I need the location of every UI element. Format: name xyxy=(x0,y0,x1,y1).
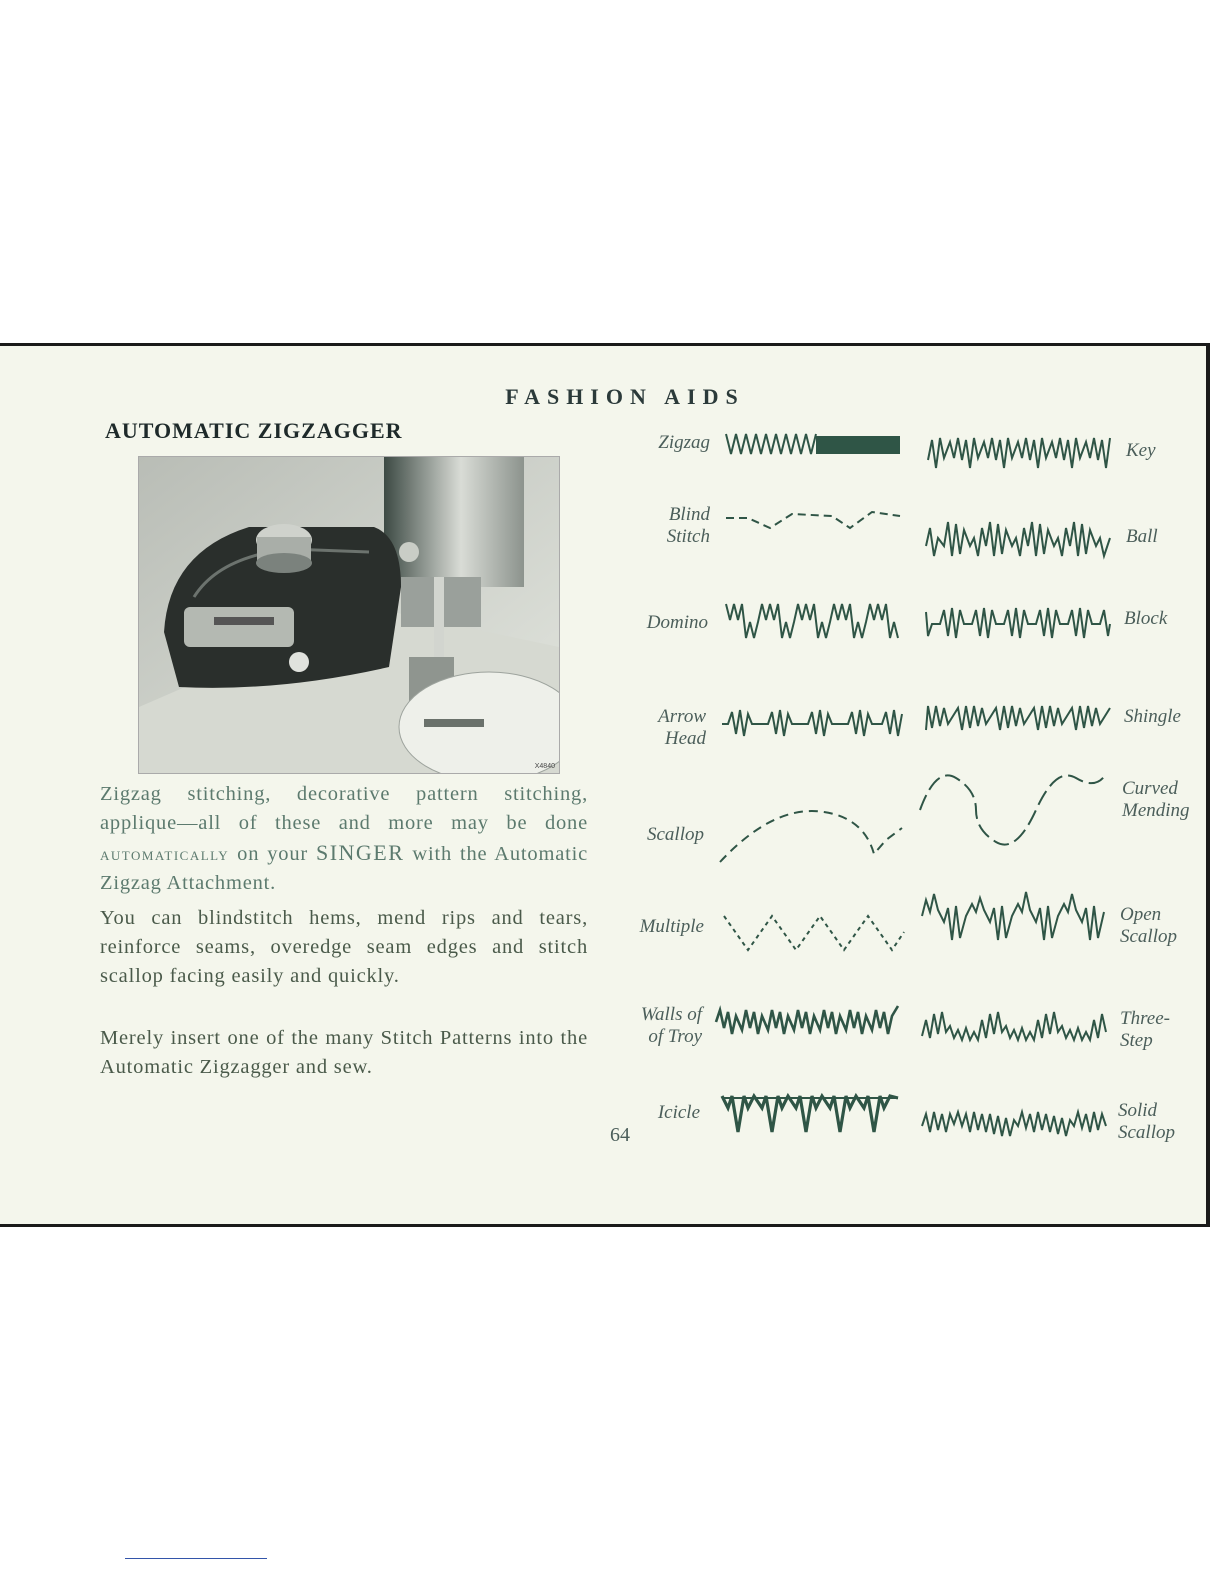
ball-pattern-icon xyxy=(924,516,1114,560)
block-pattern-icon xyxy=(924,600,1114,644)
zigzag-pattern-icon xyxy=(722,426,904,462)
arrow-head-pattern-icon xyxy=(722,702,904,742)
intro-text-e: with the Automatic Zigzag Attachment. xyxy=(100,843,589,894)
stitch-label-walls-of-troy: Walls of of Troy xyxy=(640,1004,702,1047)
three-step-pattern-icon xyxy=(920,1006,1110,1046)
scallop-pattern-icon xyxy=(714,796,904,866)
stitch-label-scallop: Scallop xyxy=(647,824,704,845)
stitch-label-three-step: Three- Step xyxy=(1120,1008,1170,1051)
intro-text-singer: SINGER xyxy=(315,840,405,865)
shingle-pattern-icon xyxy=(924,700,1114,740)
zigzagger-photo xyxy=(138,456,560,774)
section-title: AUTOMATIC ZIGZAGGER xyxy=(105,418,403,443)
paragraph-intro xyxy=(100,780,588,898)
multiple-pattern-icon xyxy=(722,906,908,956)
stitch-label-arrow-head: Arrow Head xyxy=(658,706,706,749)
intro-text-c: on your xyxy=(229,843,316,865)
photo-code: X4840 xyxy=(534,763,555,770)
blind-stitch-pattern-icon xyxy=(722,500,904,536)
solid-scallop-pattern-icon xyxy=(920,1102,1110,1142)
sewing-machine-illustration xyxy=(139,457,559,773)
domino-pattern-icon xyxy=(722,598,904,642)
stitch-label-ball: Ball xyxy=(1126,526,1158,547)
curved-mending-pattern-icon xyxy=(916,770,1112,850)
walls-of-troy-pattern-icon xyxy=(714,1000,904,1044)
icicle-pattern-icon xyxy=(718,1092,904,1138)
stitch-label-shingle: Shingle xyxy=(1124,706,1181,727)
stitch-label-zigzag: Zigzag xyxy=(658,432,710,453)
footer-rule xyxy=(125,1558,267,1559)
stitch-label-blind-stitch: Blind Stitch xyxy=(666,504,710,547)
stitch-label-multiple: Multiple xyxy=(639,916,704,937)
page-number: 64 xyxy=(610,1124,630,1146)
stitch-label-icicle: Icicle xyxy=(657,1102,700,1123)
page-title: FASHION AIDS xyxy=(505,384,745,409)
intro-text-automatically: automatically xyxy=(100,844,230,864)
paragraph-instructions: Merely insert one of the many Stitch Patterns into the Automatic Zigzagger and sew. xyxy=(100,1027,588,1078)
stitch-label-open-scallop: Open Scallop xyxy=(1120,904,1177,947)
intro-text-a: Zigzag stitching, decorative pattern stitching, applique—all of these and more may be done xyxy=(100,783,588,834)
stitch-label-curved-mending: Curved Mending xyxy=(1122,778,1190,821)
paragraph-uses: You can blindstitch hems, mend rips and tears, reinforce seams, overedge seam edges and stitch scallop facing easily and quickly. xyxy=(100,907,588,987)
key-pattern-icon xyxy=(924,430,1114,470)
manual-page xyxy=(0,343,1210,1227)
open-scallop-pattern-icon xyxy=(920,886,1110,944)
stitch-label-block: Block xyxy=(1124,608,1168,629)
stitch-label-key: Key xyxy=(1126,440,1156,461)
stitch-label-domino: Domino xyxy=(646,612,708,633)
stitch-label-solid-scallop: Solid Scallop xyxy=(1118,1100,1175,1143)
